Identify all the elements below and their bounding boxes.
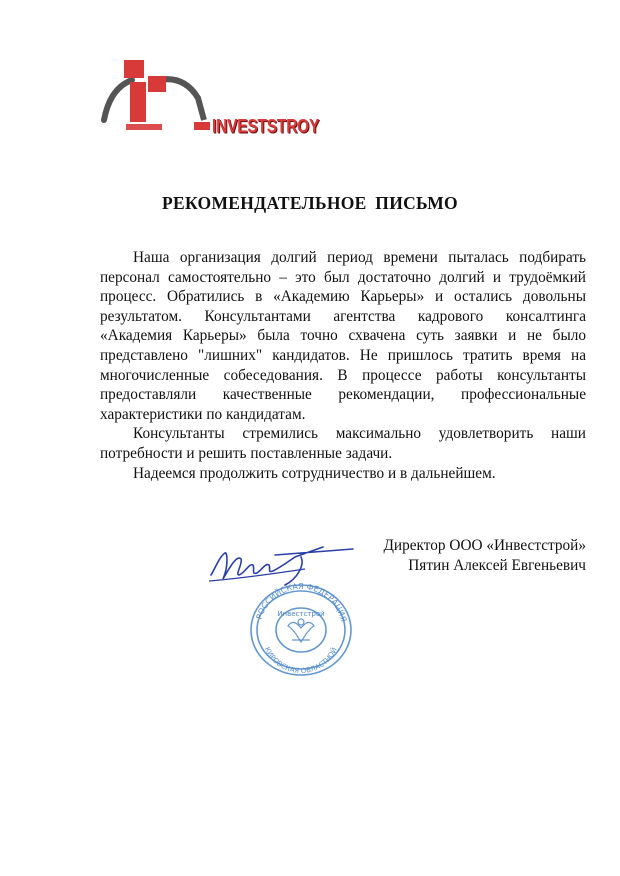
stamp-outer-text: РОССИЙСКАЯ ФЕДЕРАЦИЯ: [254, 582, 349, 623]
stamp-inner-text: Инвестстрой: [277, 610, 325, 618]
svg-text:КИРОВСКАЯ ОБЛАСТНОЙ: [263, 646, 339, 675]
company-stamp: [248, 582, 354, 683]
letter-paragraph: Наша организация долгий период времени пыталась подбирать персонал самостоятельно – это был достаточно долгий и трудоёмкий процесс. Обратились в «Академию Карьеры» и остались довольны результатом. Консультантами агентства кадрового консалтинга «Академия Карьеры» была точно схвачена суть заявки и не было представлено "лишних" кандидатов. Не пришлось тратить время на многочисленные собеседования. В процессе работы консультанты предоставляли качественные рекомендации, профессиональные характеристики по кандидатам.: [100, 249, 586, 423]
letter-paragraph: Консультанты стремились максимально удовлетворить наши потребности и решить поставленные задачи.: [100, 425, 586, 462]
eagle-emblem-icon: [288, 619, 314, 642]
letter-paragraph: Надеемся продолжить сотрудничество и в дальнейшем.: [133, 464, 496, 482]
company-logo-text: INVESTSTROY: [212, 116, 320, 138]
company-logo: [96, 58, 318, 138]
letter-title: РЕКОМЕНДАТЕЛЬНОЕ ПИСЬМО: [162, 193, 458, 213]
signer-position: Директор ООО «Инвестстрой»: [383, 537, 586, 554]
stamp-bottom-text: КИРОВСКАЯ ОБЛАСТНОЙ: [262, 645, 339, 676]
letter-body: [100, 248, 586, 483]
signature-block: [340, 536, 586, 576]
signer-name: Пятин Алексей Евгеньевич: [408, 557, 586, 574]
